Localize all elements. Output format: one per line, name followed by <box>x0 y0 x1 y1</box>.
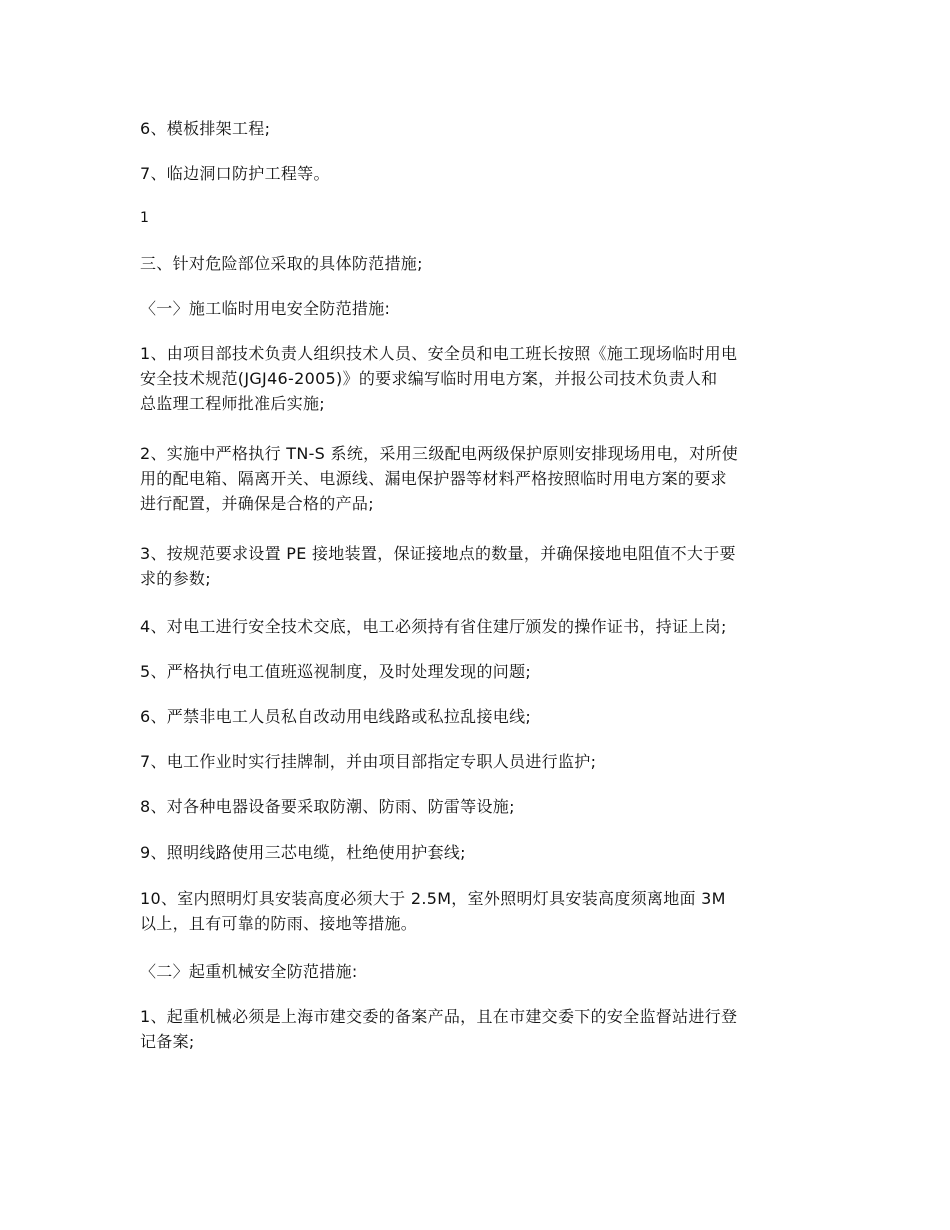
text-line: 7、电工作业时实行挂牌制，并由项目部指定专职人员进行监护; <box>140 752 597 771</box>
text-line: 进行配置，并确保是合格的产品; <box>140 494 374 513</box>
measure-3 <box>140 541 820 591</box>
text-line: 1、由项目部技术负责人组织技术人员、安全员和电工班长按照《施工现场临时用电 <box>140 344 738 363</box>
text-line: 6、严禁非电工人员私自改动用电线路或私拉乱接电线; <box>140 707 532 726</box>
subsection-heading-2 <box>140 959 820 984</box>
measure-4 <box>140 614 820 639</box>
heading-text: 〈一〉施工临时用电安全防范措施: <box>140 299 391 318</box>
text-line: 10、室内照明灯具安装高度必须大于 2.5M，室外照明灯具安装高度须离地面 3M <box>140 889 726 908</box>
text-line: 以上，且有可靠的防雨、接地等措施。 <box>140 914 418 933</box>
text-line: 8、对各种电器设备要采取防潮、防雨、防雷等设施; <box>140 797 515 816</box>
measure-8 <box>140 794 820 819</box>
text-line: 2、实施中严格执行 TN-S 系统，采用三级配电两级保护原则安排现场用电，对所使 <box>140 444 739 463</box>
text-line: 3、按规范要求设置 PE 接地装置，保证接地点的数量，并确保接地电阻值不大于要 <box>140 544 736 563</box>
heading-text: 〈二〉起重机械安全防范措施: <box>140 962 358 981</box>
subsection-heading-1 <box>140 296 820 321</box>
text-line: 5、严格执行电工值班巡视制度，及时处理发现的问题; <box>140 662 532 681</box>
measure-10 <box>140 886 820 936</box>
text-line: 7、临边洞口防护工程等。 <box>140 164 330 183</box>
text-line: 记备案; <box>140 1032 195 1051</box>
measure-9 <box>140 840 820 865</box>
section-heading <box>140 251 820 276</box>
measure-7 <box>140 749 820 774</box>
text-line: 求的参数; <box>140 569 211 588</box>
text-line: 6、模板排架工程; <box>140 119 271 138</box>
page-number-text: 1 <box>140 210 150 226</box>
measure-6 <box>140 704 820 729</box>
measure-1 <box>140 341 820 416</box>
paragraph-item-6 <box>140 116 820 141</box>
text-line: 1、起重机械必须是上海市建交委的备案产品，且在市建交委下的安全监督站进行登 <box>140 1007 738 1026</box>
text-line: 总监理工程师批准后实施; <box>140 394 325 413</box>
crane-measure-1 <box>140 1004 820 1054</box>
text-line: 4、对电工进行安全技术交底，电工必须持有省住建厅颁发的操作证书，持证上岗; <box>140 617 727 636</box>
measure-2 <box>140 441 820 516</box>
page-number <box>140 206 820 231</box>
text-line: 安全技术规范(JGJ46-2005)》的要求编写临时用电方案，并报公司技术负责人和 <box>140 369 718 388</box>
measure-5 <box>140 659 820 684</box>
text-line: 9、照明线路使用三芯电缆，杜绝使用护套线; <box>140 843 466 862</box>
paragraph-item-7 <box>140 161 820 186</box>
text-line: 用的配电箱、隔离开关、电源线、漏电保护器等材料严格按照临时用电方案的要求 <box>140 469 727 488</box>
heading-text: 三、针对危险部位采取的具体防范措施; <box>140 254 423 273</box>
